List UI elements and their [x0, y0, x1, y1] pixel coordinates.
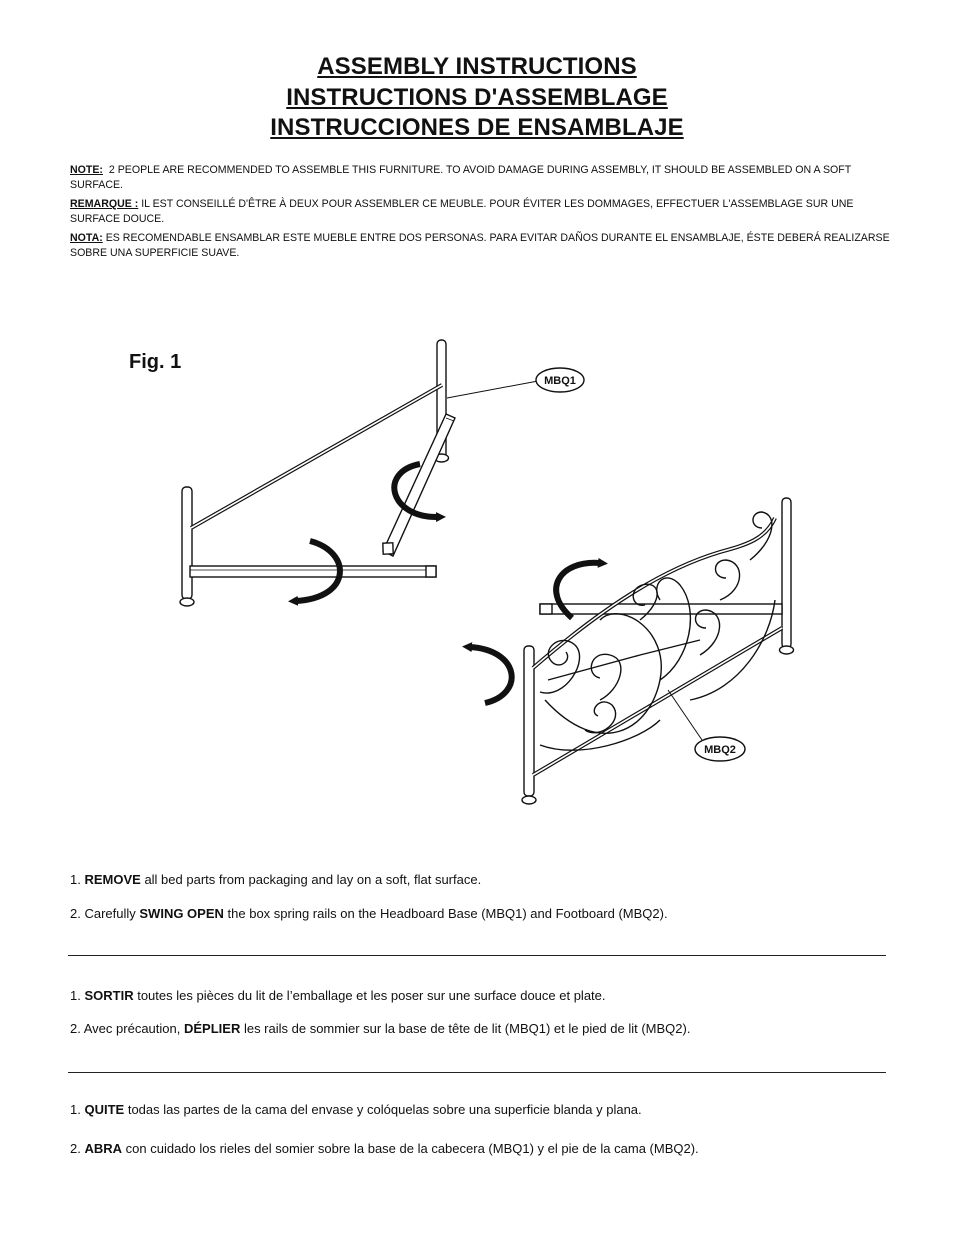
step-fr-2 — [70, 1021, 690, 1036]
step-text: todas las partes de la cama del envase y colóquelas sobre una superficie blanda y plana. — [127, 1102, 642, 1117]
section-divider-2 — [68, 1072, 886, 1073]
figure-label: Fig. 1 — [129, 351, 182, 373]
callout-mbq2-label: MBQ2 — [704, 744, 736, 756]
step-keyword: REMOVE — [84, 872, 141, 887]
step-en-2 — [70, 906, 668, 921]
callout-mbq1 — [536, 368, 584, 392]
step-prefix: Carefully — [84, 906, 136, 921]
note-english-text: 2 PEOPLE ARE RECOMMENDED TO ASSEMBLE THIS FURNITURE. TO AVOID DAMAGE DURING ASSEMBLY, IT SHOULD BE ASSEMBLED ON A SOFT SURFACE. — [70, 164, 852, 191]
step-prefix: Avec précaution, — [83, 1021, 181, 1036]
step-en-1 — [70, 872, 481, 887]
title-french: INSTRUCTIONS D'ASSEMBLAGE — [286, 83, 668, 111]
step-text: all bed parts from packaging and lay on a soft, flat surface. — [144, 872, 482, 887]
step-fr-1 — [70, 988, 606, 1003]
note-english-label: NOTE: — [70, 164, 103, 176]
step-number: 1. — [70, 988, 81, 1003]
title-english: ASSEMBLY INSTRUCTIONS — [317, 53, 637, 80]
step-text: les rails de sommier sur la base de tête de lit (MBQ1) et le pied de lit (MBQ2). — [243, 1021, 691, 1036]
callout-mbq2 — [695, 737, 745, 761]
step-number: 1. — [70, 1102, 81, 1117]
step-keyword: QUITE — [84, 1102, 125, 1117]
step-es-1 — [70, 1102, 642, 1117]
step-keyword: ABRA — [84, 1141, 123, 1156]
step-text: toutes les pièces du lit de l’emballage et les poser sur une surface douce et plate. — [137, 988, 606, 1003]
step-number: 1. — [70, 872, 81, 887]
note-french-label: REMARQUE : — [70, 198, 139, 210]
title-spanish: INSTRUCCIONES DE ENSAMBLAJE — [270, 114, 684, 141]
step-number: 2. — [70, 1021, 81, 1036]
callout-mbq1-label: MBQ1 — [544, 375, 576, 387]
step-text: con cuidado los rieles del somier sobre la base de la cabecera (MBQ1) y el pie de la cama (MBQ2). — [125, 1141, 699, 1156]
step-number: 2. — [70, 1141, 81, 1156]
note-spanish-text: ES RECOMENDABLE ENSAMBLAR ESTE MUEBLE ENTRE DOS PERSONAS. PARA EVITAR DAÑOS DURANTE EL ENSAMBLAJE, ÉSTE DEBERÁ REALIZARSE SOBRE UNA SUPERFICIE SUAVE. — [70, 232, 890, 259]
footboard-drawing — [470, 498, 794, 804]
note-spanish-label: NOTA: — [70, 232, 103, 244]
step-number: 2. — [70, 906, 81, 921]
section-divider-1 — [68, 955, 886, 956]
step-keyword: SWING OPEN — [139, 906, 224, 921]
step-text: the box spring rails on the Headboard Base (MBQ1) and Footboard (MBQ2). — [227, 906, 668, 921]
step-keyword: SORTIR — [84, 988, 134, 1003]
headboard-base-drawing — [180, 340, 538, 606]
step-es-2 — [70, 1141, 699, 1156]
step-keyword: DÉPLIER — [183, 1021, 241, 1036]
note-french-text: IL EST CONSEILLÉ D'ÊTRE À DEUX POUR ASSEMBLER CE MEUBLE. POUR ÉVITER LES DOMMAGES, EFFECTUER L'ASSEMBLAGE SUR UNE SURFACE DOUCE. — [70, 198, 854, 225]
